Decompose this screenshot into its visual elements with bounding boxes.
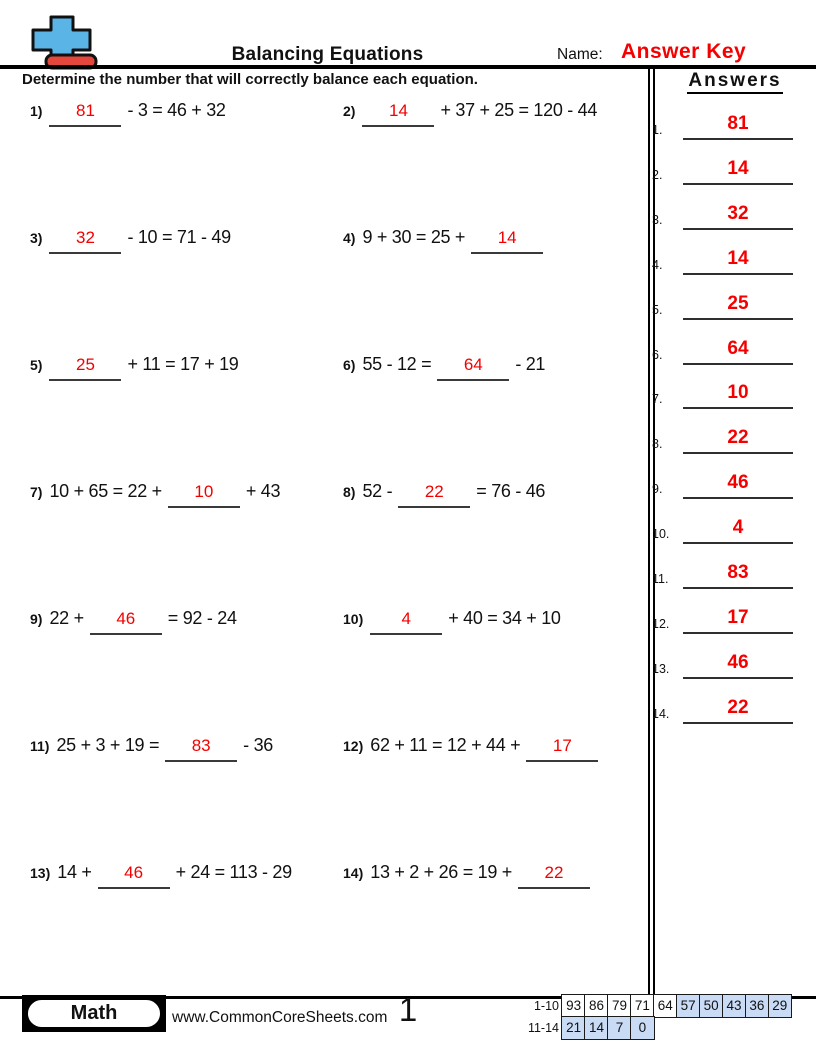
problem-number: 12) bbox=[343, 738, 364, 754]
score-cell: 86 bbox=[584, 994, 609, 1018]
problem-number: 14) bbox=[343, 865, 364, 881]
problem-number: 4) bbox=[343, 230, 356, 246]
answer-value: 46 bbox=[683, 650, 793, 679]
score-cell: 93 bbox=[561, 994, 586, 1018]
equation-pre: 55 - 12 = bbox=[362, 354, 432, 374]
problem-number: 10) bbox=[343, 611, 364, 627]
answer-number: 13. bbox=[652, 662, 670, 676]
answer-number: 4. bbox=[652, 258, 663, 272]
blank-answer: 17 bbox=[526, 736, 598, 762]
answer-item bbox=[650, 156, 796, 183]
score-cell: 50 bbox=[699, 994, 724, 1018]
blank-answer: 14 bbox=[471, 228, 543, 254]
answer-value: 81 bbox=[683, 111, 793, 140]
equation-pre: 25 + 3 + 19 = bbox=[56, 735, 160, 755]
page-title: Balancing Equations bbox=[231, 44, 424, 65]
answer-value: 64 bbox=[683, 336, 793, 365]
blank-answer: 22 bbox=[518, 863, 590, 889]
answer-number: 2. bbox=[652, 168, 663, 182]
website-text: www.CommonCoreSheets.com bbox=[172, 1009, 388, 1026]
problem-number: 5) bbox=[30, 357, 43, 373]
answer-value: 32 bbox=[683, 201, 793, 230]
subject-badge-label: Math bbox=[27, 999, 161, 1028]
problem-item bbox=[30, 100, 226, 127]
score-cell: 36 bbox=[745, 994, 770, 1018]
problem-number: 13) bbox=[30, 865, 51, 881]
problem-item bbox=[343, 862, 590, 889]
problem-item bbox=[30, 608, 237, 635]
answer-item bbox=[650, 605, 796, 632]
blank-answer: 4 bbox=[370, 609, 442, 635]
answer-item bbox=[650, 650, 796, 677]
equation-post: + 43 bbox=[245, 481, 281, 501]
answer-value: 22 bbox=[683, 695, 793, 724]
answer-item bbox=[650, 201, 796, 228]
blank-answer: 46 bbox=[98, 863, 170, 889]
problem-item bbox=[30, 735, 273, 762]
equation-post: + 11 = 17 + 19 bbox=[127, 354, 239, 374]
answer-number: 14. bbox=[652, 707, 670, 721]
problem-item bbox=[30, 227, 231, 254]
answer-value: 14 bbox=[683, 156, 793, 185]
blank-answer: 22 bbox=[398, 482, 470, 508]
blank-answer: 64 bbox=[437, 355, 509, 381]
answer-value: 14 bbox=[683, 246, 793, 275]
answer-item bbox=[650, 380, 796, 407]
score-cell: 71 bbox=[630, 994, 655, 1018]
problem-item bbox=[30, 354, 239, 381]
answer-item bbox=[650, 246, 796, 273]
answer-number: 6. bbox=[652, 348, 663, 362]
answer-number: 11. bbox=[652, 572, 669, 586]
equation-post: + 37 + 25 = 120 - 44 bbox=[440, 100, 598, 120]
page-number: 1 bbox=[398, 991, 418, 1028]
blank-answer: 25 bbox=[49, 355, 121, 381]
answer-item bbox=[650, 515, 796, 542]
equation-post: - 21 bbox=[515, 354, 546, 374]
answer-item bbox=[650, 470, 796, 497]
answer-value: 10 bbox=[683, 380, 793, 409]
answer-item bbox=[650, 425, 796, 452]
problem-number: 2) bbox=[343, 103, 356, 119]
equation-post: = 92 - 24 bbox=[167, 608, 237, 628]
answer-key-text: Answer Key bbox=[621, 40, 747, 63]
equation-pre: 22 + bbox=[49, 608, 84, 628]
answer-value: 22 bbox=[683, 425, 793, 454]
score-cell: 7 bbox=[607, 1016, 632, 1040]
problem-item bbox=[343, 354, 545, 381]
answer-value: 83 bbox=[683, 560, 793, 589]
equation-pre: 52 - bbox=[362, 481, 393, 501]
problem-number: 6) bbox=[343, 357, 356, 373]
answer-item bbox=[650, 695, 796, 722]
instruction-text: Determine the number that will correctly balance each equation. bbox=[22, 71, 478, 88]
score-cell: 43 bbox=[722, 994, 747, 1018]
equation-post: = 76 - 46 bbox=[476, 481, 546, 501]
answer-number: 10. bbox=[652, 527, 670, 541]
answer-value: 17 bbox=[683, 605, 793, 634]
answer-item bbox=[650, 111, 796, 138]
equation-pre: 10 + 65 = 22 + bbox=[49, 481, 162, 501]
score-cell: 29 bbox=[768, 994, 793, 1018]
equation-post: - 3 = 46 + 32 bbox=[127, 100, 226, 120]
answer-number: 12. bbox=[652, 617, 670, 631]
score-row-label: 1-10 bbox=[533, 999, 559, 1013]
problem-number: 9) bbox=[30, 611, 43, 627]
answer-item bbox=[650, 291, 796, 318]
problem-number: 3) bbox=[30, 230, 43, 246]
score-table-row bbox=[523, 1016, 655, 1040]
problem-item bbox=[343, 608, 561, 635]
equation-post: + 24 = 113 - 29 bbox=[175, 862, 292, 882]
answer-number: 8. bbox=[652, 437, 663, 451]
score-cell: 21 bbox=[561, 1016, 586, 1040]
equation-post: + 40 = 34 + 10 bbox=[448, 608, 561, 628]
problem-number: 11) bbox=[30, 738, 50, 754]
equation-pre: 13 + 2 + 26 = 19 + bbox=[370, 862, 512, 882]
subject-badge bbox=[22, 995, 166, 1032]
answer-value: 4 bbox=[683, 515, 793, 544]
answer-number: 9. bbox=[652, 482, 663, 496]
blank-answer: 32 bbox=[49, 228, 121, 254]
answer-value: 25 bbox=[683, 291, 793, 320]
score-cell: 14 bbox=[584, 1016, 609, 1040]
blank-answer: 83 bbox=[165, 736, 237, 762]
equation-post: - 36 bbox=[243, 735, 273, 755]
problem-item bbox=[30, 481, 280, 508]
score-cell: 79 bbox=[607, 994, 632, 1018]
problem-number: 1) bbox=[30, 103, 43, 119]
answer-number: 1. bbox=[652, 123, 663, 137]
blank-answer: 14 bbox=[362, 101, 434, 127]
problem-item bbox=[343, 481, 545, 508]
problem-item bbox=[343, 100, 597, 127]
score-cell: 64 bbox=[653, 994, 678, 1018]
answer-number: 7. bbox=[652, 392, 663, 406]
blank-answer: 46 bbox=[90, 609, 162, 635]
score-cell: 0 bbox=[630, 1016, 655, 1040]
blank-answer: 10 bbox=[168, 482, 240, 508]
name-label: Name: bbox=[557, 46, 603, 63]
answers-panel-title: Answers bbox=[660, 70, 810, 92]
problem-item bbox=[30, 862, 292, 889]
equation-pre: 14 + bbox=[57, 862, 92, 882]
answer-item bbox=[650, 336, 796, 363]
header-divider-line bbox=[0, 65, 816, 69]
problem-number: 8) bbox=[343, 484, 356, 500]
score-row-label: 11-14 bbox=[527, 1021, 559, 1036]
answer-item bbox=[650, 560, 796, 587]
score-table-row bbox=[523, 994, 792, 1018]
answer-number: 3. bbox=[652, 213, 663, 227]
blank-answer: 81 bbox=[49, 101, 121, 127]
equation-pre: 9 + 30 = 25 + bbox=[362, 227, 466, 247]
answer-value: 46 bbox=[683, 470, 793, 499]
problem-item bbox=[343, 735, 598, 762]
score-cell: 57 bbox=[676, 994, 701, 1018]
problem-number: 7) bbox=[30, 484, 43, 500]
problem-item bbox=[343, 227, 543, 254]
equation-post: - 10 = 71 - 49 bbox=[127, 227, 231, 247]
answer-number: 5. bbox=[652, 303, 663, 317]
equation-pre: 62 + 11 = 12 + 44 + bbox=[370, 735, 521, 755]
